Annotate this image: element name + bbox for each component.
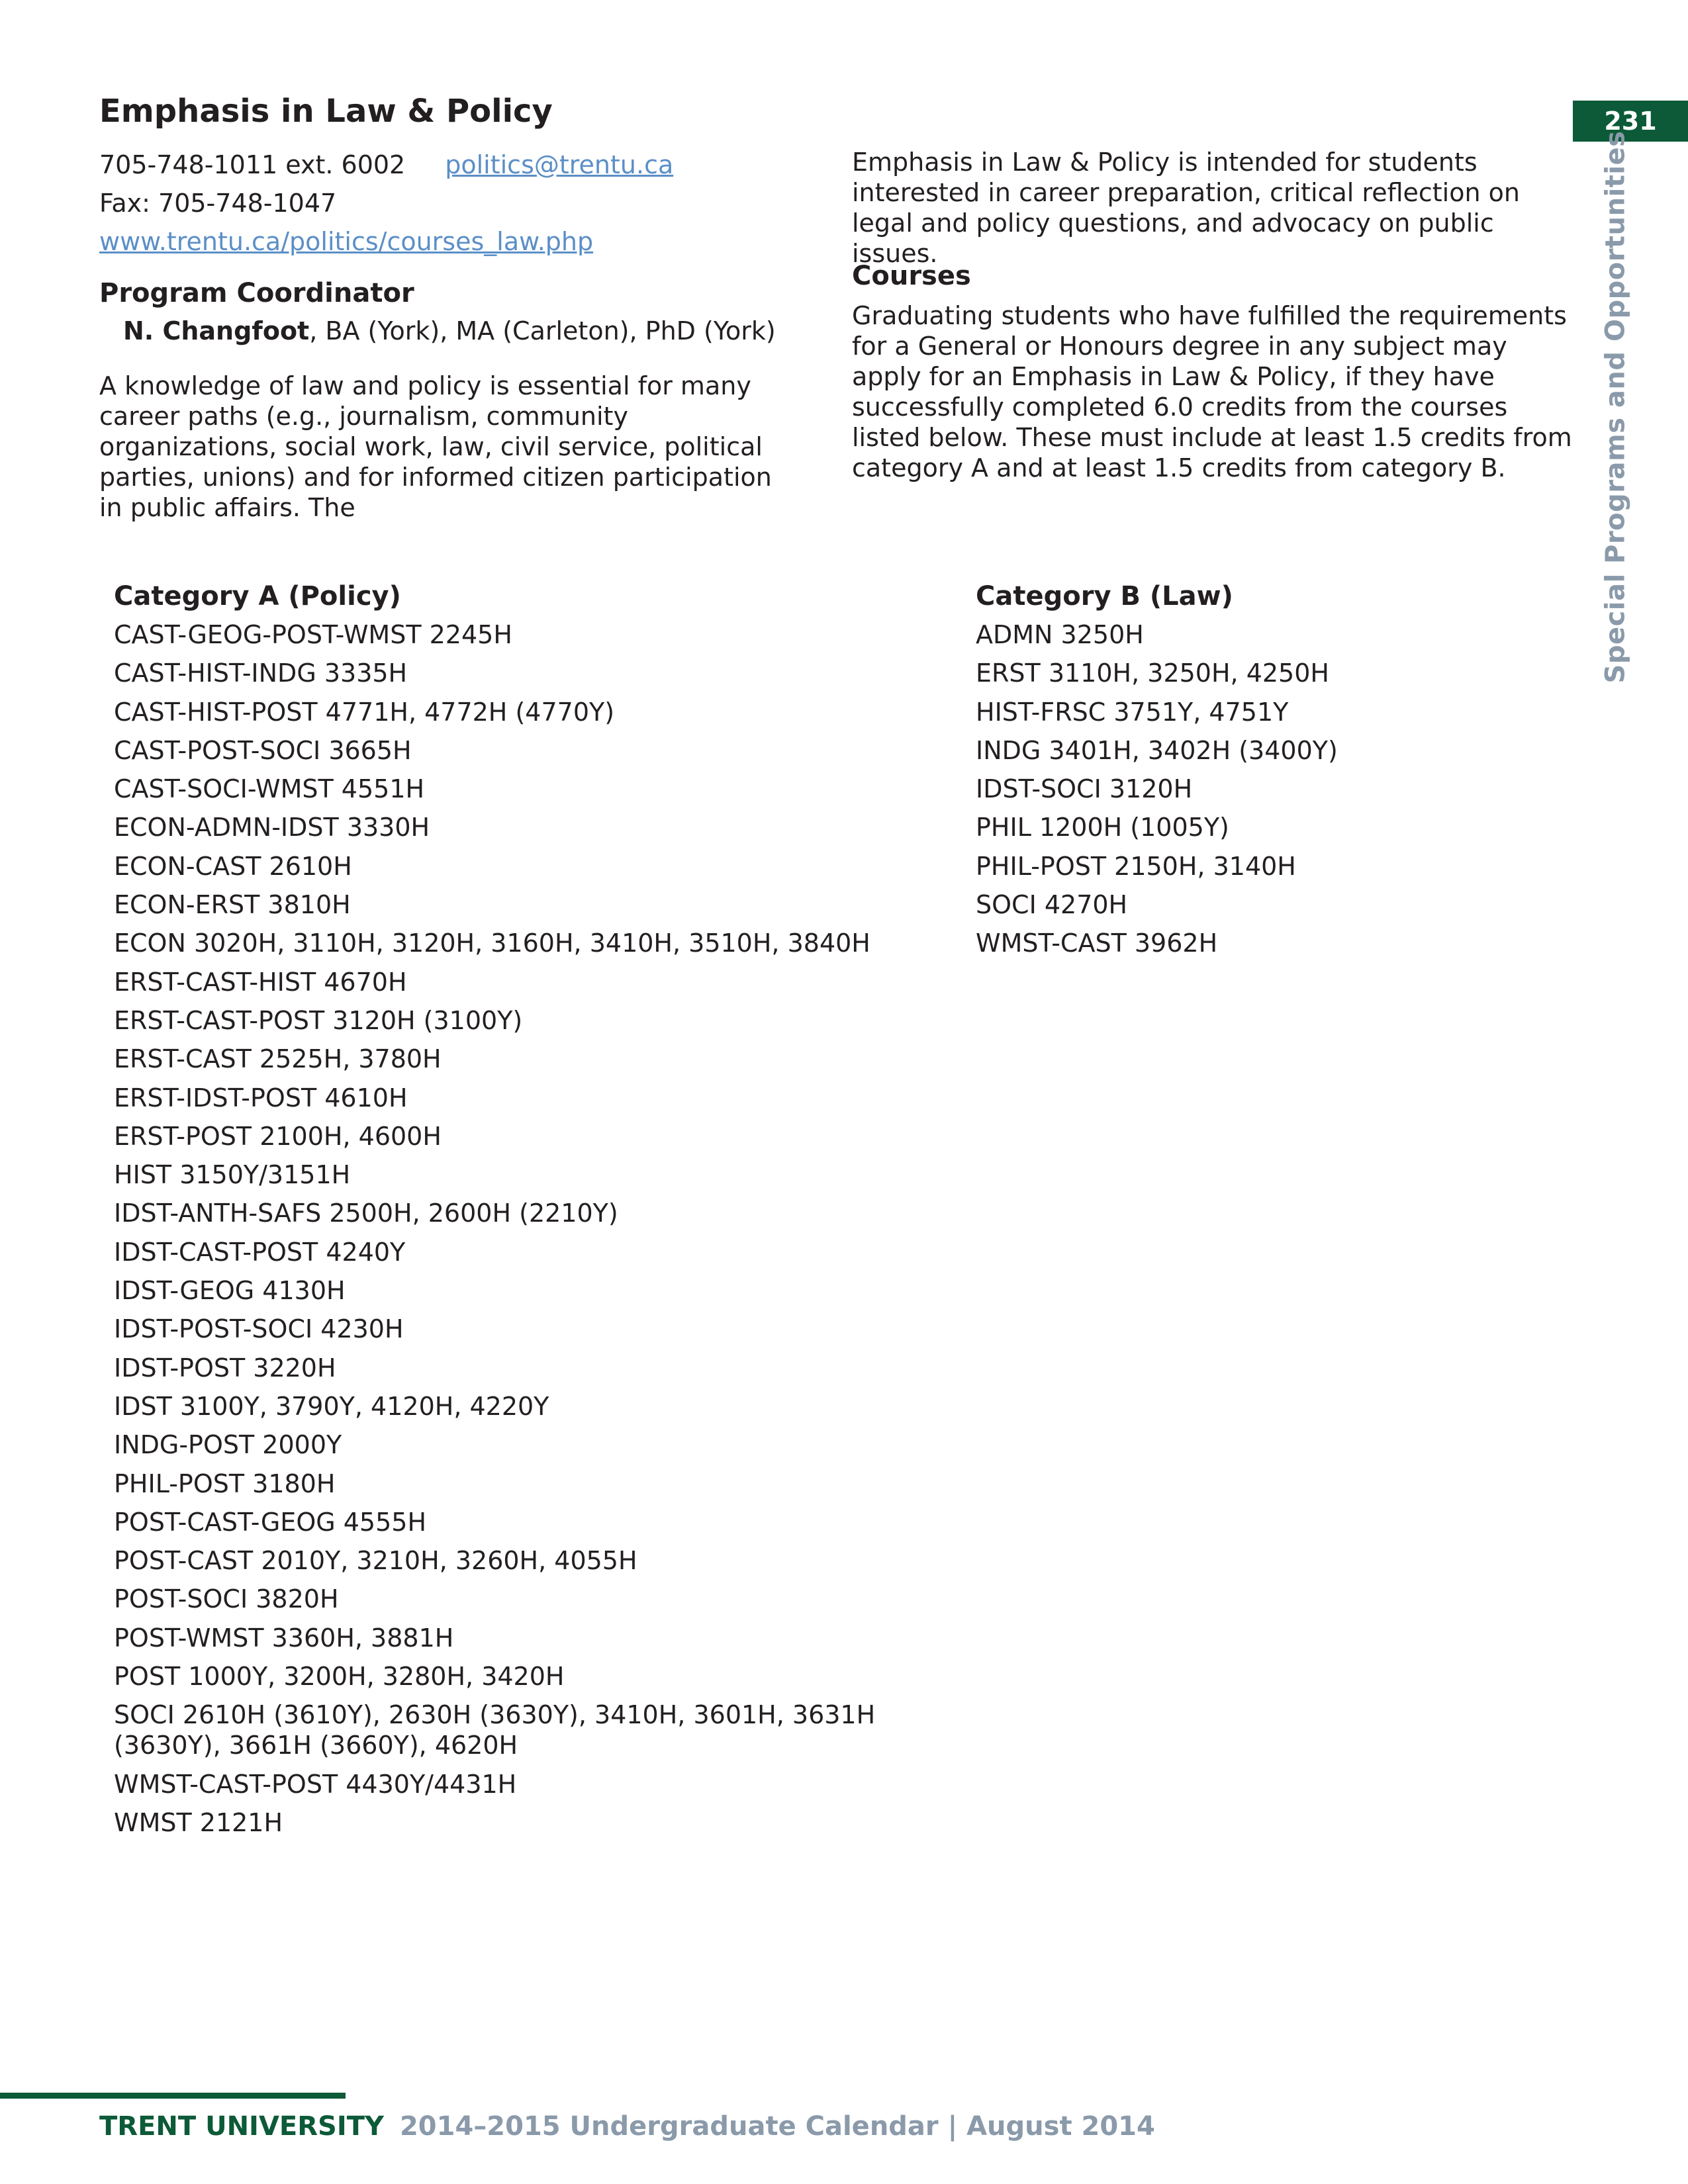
course-item: IDST-GEOG 4130H (114, 1276, 346, 1306)
coordinator-entry (123, 316, 776, 345)
category-a-list (114, 619, 882, 1846)
category-a-heading: Category A (Policy) (114, 581, 401, 612)
course-item: PHIL 1200H (1005Y) (976, 813, 1229, 842)
course-item: ERST-CAST-HIST 4670H (114, 967, 407, 997)
footer-calendar: 2014–2015 Undergraduate Calendar | August 2014 (399, 2111, 1155, 2142)
footer (99, 2111, 1155, 2142)
course-item: WMST 2121H (114, 1807, 283, 1837)
intro-paragraph-left: A knowledge of law and policy is essential for many career paths (e.g., journalism, community organizations, social work, law, civil service, political parties, unions) and for informed citizen participation in public affairs. The (99, 371, 772, 522)
course-item: ECON-ADMN-IDST 3330H (114, 813, 430, 842)
course-item: POST-CAST 2010Y, 3210H, 3260H, 4055H (114, 1546, 637, 1576)
program-url-link[interactable]: www.trentu.ca/politics/courses_law.php (99, 227, 594, 256)
contact-block (99, 146, 673, 261)
course-item: PHIL-POST 2150H, 3140H (976, 851, 1296, 881)
course-item: POST-WMST 3360H, 3881H (114, 1623, 454, 1653)
section-side-label-text: Special Programs and Opportunities (1600, 130, 1630, 684)
course-item: POST 1000Y, 3200H, 3280H, 3420H (114, 1662, 565, 1692)
course-item: POST-SOCI 3820H (114, 1584, 339, 1614)
course-item: ERST 3110H, 3250H, 4250H (976, 659, 1329, 688)
course-item: INDG 3401H, 3402H (3400Y) (976, 735, 1338, 765)
course-item: CAST-GEOG-POST-WMST 2245H (114, 620, 512, 649)
courses-paragraph: Graduating students who have fulfilled the requirements for a General or Honours degree in any subject may apply for an Emphasis in Law & Policy, if they have successfully completed 6.0 credits from the courses listed below. These must include at least 1.5 credits from category A and at least 1.5 credits from category B. (852, 301, 1572, 482)
course-item: WMST-CAST 3962H (976, 929, 1218, 958)
coordinator-heading: Program Coordinator (99, 278, 414, 308)
footer-rule (0, 2093, 346, 2099)
course-item: ERST-CAST 2525H, 3780H (114, 1044, 442, 1074)
course-item: HIST 3150Y/3151H (114, 1160, 351, 1190)
intro-paragraph-right: Emphasis in Law & Policy is intended for students interested in career preparation, critical reflection on legal and policy questions, and advocacy on public issues. (852, 148, 1520, 268)
contact-fax: Fax: 705-748-1047 (99, 189, 337, 218)
course-item: IDST-CAST-POST 4240Y (114, 1237, 406, 1267)
course-item: IDST-POST 3220H (114, 1353, 336, 1383)
course-item: IDST-ANTH-SAFS 2500H, 2600H (2210Y) (114, 1199, 618, 1228)
category-b-list (976, 619, 1571, 967)
course-item: CAST-SOCI-WMST 4551H (114, 774, 425, 804)
course-item: ADMN 3250H (976, 620, 1144, 649)
course-item: ECON-ERST 3810H (114, 890, 351, 920)
course-item: CAST-HIST-POST 4771H, 4772H (4770Y) (114, 697, 615, 727)
coordinator-credentials: , BA (York), MA (Carleton), PhD (York) (309, 316, 776, 345)
contact-phone-row (99, 146, 673, 184)
course-item: INDG-POST 2000Y (114, 1430, 342, 1460)
course-item: ECON 3020H, 3110H, 3120H, 3160H, 3410H, 3510H, 3840H (114, 929, 870, 958)
course-item: IDST 3100Y, 3790Y, 4120H, 4220Y (114, 1391, 549, 1421)
course-item: CAST-HIST-INDG 3335H (114, 659, 408, 688)
contact-email-link[interactable]: politics@trentu.ca (445, 150, 674, 179)
section-side-label (1589, 130, 1642, 684)
course-item: ERST-CAST-POST 3120H (3100Y) (114, 1005, 523, 1035)
footer-university: TRENT UNIVERSITY (99, 2111, 384, 2142)
course-item: HIST-FRSC 3751Y, 4751Y (976, 697, 1289, 727)
course-item: IDST-POST-SOCI 4230H (114, 1314, 404, 1344)
page-number: 231 (1573, 101, 1688, 142)
coordinator-name: N. Changfoot (123, 316, 310, 345)
contact-phone: 705-748-1011 ext. 6002 (99, 150, 406, 179)
course-item: SOCI 4270H (976, 890, 1128, 920)
course-item: ECON-CAST 2610H (114, 851, 352, 881)
course-item: SOCI 2610H (3610Y), 2630H (3630Y), 3410H, 3601H, 3631H (3630Y), 3661H (3660Y), 4620H (114, 1700, 876, 1760)
course-item: WMST-CAST-POST 4430Y/4431H (114, 1769, 517, 1799)
course-item: PHIL-POST 3180H (114, 1469, 336, 1498)
course-item: ERST-POST 2100H, 4600H (114, 1121, 442, 1151)
course-item: POST-CAST-GEOG 4555H (114, 1507, 427, 1537)
category-b-heading: Category B (Law) (976, 581, 1233, 612)
course-item: ERST-IDST-POST 4610H (114, 1083, 408, 1113)
course-item: CAST-POST-SOCI 3665H (114, 735, 412, 765)
course-item: IDST-SOCI 3120H (976, 774, 1193, 804)
page-title: Emphasis in Law & Policy (99, 93, 553, 130)
courses-heading: Courses (852, 261, 971, 291)
